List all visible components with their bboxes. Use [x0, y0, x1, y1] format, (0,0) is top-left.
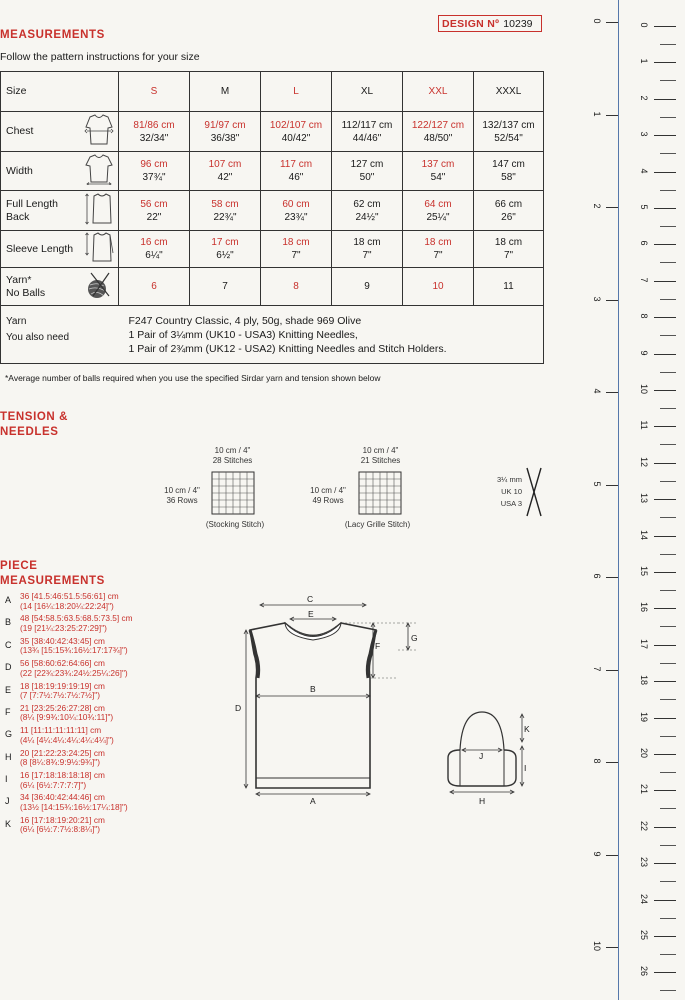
- list-item: H 20 [21:22:23:24:25] cm (8 [8¼:8¾:9:9½:9¾]"): [5, 747, 105, 768]
- table-cell: 16 cm 6¼": [119, 231, 190, 268]
- ruler-tick: [654, 426, 676, 427]
- diagram-label-j: J: [479, 751, 484, 761]
- ruler-tick: [606, 485, 618, 486]
- ruler-tick: [660, 444, 676, 445]
- diagram-label-h: H: [479, 796, 486, 806]
- ruler-tick: [654, 536, 676, 537]
- size-xxl: XXL: [403, 72, 474, 112]
- ruler-tick: [660, 663, 676, 664]
- diagram-label-g: G: [411, 633, 418, 643]
- balls-xxl: 10: [403, 268, 474, 306]
- ruler-tick: [654, 62, 676, 63]
- ruler-cm-number: 14: [639, 529, 649, 540]
- ruler-tick: [654, 718, 676, 719]
- ruler-inch-number: 3: [592, 295, 602, 301]
- balls-l: 8: [261, 268, 332, 306]
- need-1: 1 Pair of 3¼mm (UK10 - USA3) Knitting Needles,: [128, 329, 358, 341]
- knitting-needles-icon: [524, 466, 544, 518]
- ruler-tick: [606, 207, 618, 208]
- list-item: I 16 [17:18:18:18:18] cm (6¼ [6½:7:7:7:7]"): [5, 770, 105, 790]
- ruler-cm-number: 2: [639, 95, 649, 101]
- list-item: K 16 [17:18:19:20:21] cm (6¼ [6½:7:7½:8:8¼]"): [5, 814, 105, 835]
- ruler-tick: [660, 517, 676, 518]
- also-need-label: You also need: [6, 332, 70, 343]
- ruler-cm-number: 22: [639, 820, 649, 831]
- balls-s: 6: [119, 268, 190, 306]
- table-cell: 132/137 cm 52/54": [474, 112, 544, 152]
- ruler-tick: [654, 281, 676, 282]
- ruler-inch-number: 5: [592, 480, 602, 486]
- ruler-tick: [654, 390, 676, 391]
- balls-xxxl: 11: [474, 268, 544, 306]
- ruler-inch-number: 2: [592, 203, 602, 209]
- tension-heading: [0, 410, 68, 440]
- yarn-row: [1, 306, 544, 364]
- diagram-label-k: K: [524, 724, 530, 734]
- ruler-tick: [660, 372, 676, 373]
- ruler-cm-number: 5: [639, 204, 649, 210]
- balls-xl: 9: [332, 268, 403, 306]
- ruler-tick: [606, 947, 618, 948]
- ruler-tick: [654, 972, 676, 973]
- piece-heading: [0, 559, 105, 589]
- diagram-label-c: C: [307, 594, 314, 604]
- ruler-cm-number: 11: [639, 420, 649, 431]
- ruler-tick: [660, 262, 676, 263]
- table-row: [1, 191, 544, 231]
- swatch1-side-label: 10 cm / 4" 36 Rows: [164, 486, 200, 505]
- table-row: [1, 152, 544, 191]
- ruler-tick: [606, 115, 618, 116]
- ruler-tick: [606, 392, 618, 393]
- table-row: [1, 112, 544, 152]
- ruler-tick: [606, 670, 618, 671]
- ruler-tick: [660, 117, 676, 118]
- ruler-inch-number: 7: [592, 665, 602, 671]
- ruler-cm-number: 20: [639, 747, 649, 758]
- ruler-tick: [654, 754, 676, 755]
- ruler-tick: [654, 608, 676, 609]
- table-cell: 64 cm 25¼": [403, 191, 474, 231]
- ruler-cm-number: 16: [639, 602, 649, 613]
- ruler-cm-number: 1: [639, 58, 649, 64]
- list-item: C 35 [38:40:42:43:45] cm (13¾ [15:15¾:16½:17:17¾]"): [5, 635, 128, 656]
- ruler-tick: [654, 681, 676, 682]
- ruler-cm-number: 15: [639, 565, 649, 576]
- balls-m: 7: [190, 268, 261, 306]
- ruler-cm-number: 26: [639, 966, 649, 977]
- table-cell: 60 cm 23¾": [261, 191, 332, 231]
- ruler-cm-number: 10: [639, 383, 649, 394]
- ruler-cm-number: 24: [639, 893, 649, 904]
- ruler-tick: [654, 863, 676, 864]
- ruler-strip: [588, 0, 685, 1000]
- design-number: 10239: [503, 18, 533, 30]
- ruler-cm-number: 0: [639, 22, 649, 28]
- ruler-tick: [660, 481, 676, 482]
- ruler-tick: [654, 900, 676, 901]
- measurements-heading: MEASUREMENTS: [0, 29, 105, 41]
- table-cell: 18 cm 7": [261, 231, 332, 268]
- swatch1-caption: (Stocking Stitch): [205, 520, 265, 529]
- table-cell: 122/127 cm 48/50": [403, 112, 474, 152]
- piece-heading-1: PIECE: [0, 560, 38, 572]
- diagram-label-b: B: [310, 684, 316, 694]
- size-s: S: [119, 72, 190, 112]
- footnote: *Average number of balls required when you use the specified Sirdar yarn and tension shown below: [5, 373, 381, 383]
- swatch2-top-label: 10 cm / 4" 21 Stitches: [360, 446, 401, 465]
- ruler-tick: [654, 172, 676, 173]
- yarn-text: F247 Country Classic, 4 ply, 50g, shade 969 Olive: [128, 315, 362, 327]
- table-cell: 96 cm 37¾": [119, 152, 190, 191]
- table-cell: 107 cm 42": [190, 152, 261, 191]
- diagram-label-i: I: [524, 763, 527, 773]
- ruler-tick: [660, 153, 676, 154]
- ruler-tick: [660, 918, 676, 919]
- size-table: [0, 71, 544, 364]
- table-cell: 18 cm 7": [332, 231, 403, 268]
- swatch2-caption: (Lacy Grille Stitch): [344, 520, 411, 529]
- ruler-tick: [654, 244, 676, 245]
- ruler-tick: [606, 300, 618, 301]
- ruler-cm-number: 18: [639, 675, 649, 686]
- row-label-width: Width: [1, 152, 81, 191]
- ruler-tick: [654, 827, 676, 828]
- ruler-tick: [654, 354, 676, 355]
- ruler-cm-number: 13: [639, 493, 649, 504]
- design-label: DESIGN Nº: [442, 18, 500, 30]
- ruler-tick: [660, 699, 676, 700]
- list-item: J 34 [36:40:42:44:46] cm (13½ [14:15¾:16½:17¼:18]"): [5, 792, 128, 812]
- ruler-tick: [654, 645, 676, 646]
- ruler-tick: [660, 80, 676, 81]
- list-item: E 18 [18:19:19:19:19] cm (7 [7:7½:7½:7½:7½]"): [5, 680, 105, 701]
- size-l: L: [261, 72, 332, 112]
- table-cell: 147 cm 58": [474, 152, 544, 191]
- yarn-details-cell: [119, 306, 544, 364]
- ruler-tick: [660, 845, 676, 846]
- design-number-box: [438, 15, 542, 32]
- chest-icon: [81, 112, 119, 152]
- ruler-cm-number: 4: [639, 168, 649, 174]
- yarn-label: Yarn: [6, 316, 27, 327]
- ruler-tick: [654, 463, 676, 464]
- tension-heading-1: TENSION &: [0, 411, 69, 423]
- size-header-row: [1, 72, 544, 112]
- ruler-inch-number: 8: [592, 758, 602, 764]
- ruler-tick: [660, 590, 676, 591]
- table-cell: 56 cm 22": [119, 191, 190, 231]
- table-row: [1, 231, 544, 268]
- measurements-subheading: Follow the pattern instructions for your size: [0, 51, 200, 63]
- ruler: [588, 0, 685, 1000]
- row-label-full-length: [1, 191, 81, 231]
- size-xl: XL: [332, 72, 403, 112]
- piece-heading-2: MEASUREMENTS: [0, 575, 105, 587]
- yarn-label-2: No Balls: [6, 286, 46, 299]
- ruler-tick: [654, 99, 676, 100]
- table-cell: 102/107 cm 40/42": [261, 112, 332, 152]
- piece-measurements-list: [5, 592, 205, 838]
- ruler-tick: [660, 44, 676, 45]
- size-label: Size: [1, 72, 81, 112]
- table-cell: 17 cm 6½": [190, 231, 261, 268]
- ruler-tick: [654, 317, 676, 318]
- table-cell: 18 cm 7": [474, 231, 544, 268]
- tension-heading-2: NEEDLES: [0, 426, 59, 438]
- ruler-tick: [606, 762, 618, 763]
- table-row: [1, 268, 544, 306]
- swatch1-top-label: 10 cm / 4" 28 Stitches: [212, 446, 253, 465]
- ruler-cm-number: 12: [639, 456, 649, 467]
- ruler-inch-number: 4: [592, 388, 602, 394]
- row-label-full-length-text: Full Length Back: [6, 197, 58, 223]
- ruler-cm-number: 9: [639, 350, 649, 356]
- list-item: D 56 [58:60:62:64:66] cm (22 [22¾:23¾:24½:25¼:26]"): [5, 658, 128, 678]
- table-cell: 117 cm 46": [261, 152, 332, 191]
- table-cell: 58 cm 22¾": [190, 191, 261, 231]
- ruler-tick: [606, 577, 618, 578]
- sleeve-icon: [81, 231, 119, 268]
- row-label-chest: Chest: [1, 112, 81, 152]
- ruler-tick: [660, 408, 676, 409]
- ruler-cm-number: 7: [639, 277, 649, 283]
- ruler-tick: [660, 881, 676, 882]
- yarn-ball-icon: [81, 268, 119, 306]
- ruler-inch-number: 1: [592, 110, 602, 116]
- ruler-tick: [654, 499, 676, 500]
- diagram-label-a: A: [310, 796, 316, 806]
- ruler-inch-number: 6: [592, 573, 602, 579]
- length-icon: [81, 191, 119, 231]
- ruler-tick: [660, 954, 676, 955]
- ruler-tick: [660, 299, 676, 300]
- table-cell: 66 cm 26": [474, 191, 544, 231]
- ruler-inch-number: 10: [592, 940, 602, 951]
- row-label-yarn-balls: [1, 268, 81, 306]
- back-piece-diagram: [228, 588, 428, 813]
- ruler-cm-number: 8: [639, 313, 649, 319]
- need-2: 1 Pair of 2¾mm (UK12 - USA2) Knitting Needles and Stitch Holders.: [128, 343, 447, 355]
- yarn-labels-cell: [1, 306, 119, 364]
- table-cell: 137 cm 54": [403, 152, 474, 191]
- ruler-cm-number: 19: [639, 711, 649, 722]
- ruler-cm-number: 3: [639, 131, 649, 137]
- list-item: A 36 [41.5:46:51.5:56:61] cm (14 [16¼:18:20¼:22:24]"): [5, 591, 119, 611]
- ruler-tick: [660, 554, 676, 555]
- ruler-tick: [654, 572, 676, 573]
- diagram-label-e: E: [308, 609, 314, 619]
- ruler-tick: [660, 736, 676, 737]
- ruler-tick: [606, 22, 618, 23]
- ruler-tick: [660, 772, 676, 773]
- ruler-cm-number: 17: [639, 638, 649, 649]
- size-xxxl: XXXL: [474, 72, 544, 112]
- table-cell: 127 cm 50": [332, 152, 403, 191]
- ruler-tick: [654, 26, 676, 27]
- ruler-tick: [654, 208, 676, 209]
- table-cell: 81/86 cm 32/34": [119, 112, 190, 152]
- ruler-inch-number: 9: [592, 850, 602, 856]
- list-item: B 48 [54:58.5:63.5:68.5:73.5] cm (19 [21¼:23:25:27:29]"): [5, 613, 133, 633]
- ruler-cm-number: 23: [639, 857, 649, 868]
- ruler-tick: [660, 190, 676, 191]
- size-m: M: [190, 72, 261, 112]
- table-cell: 112/117 cm 44/46": [332, 112, 403, 152]
- needle-sizes: 3¼ mm UK 10 USA 3: [496, 475, 522, 508]
- ruler-tick: [606, 855, 618, 856]
- ruler-cm-number: 6: [639, 240, 649, 246]
- ruler-tick: [660, 808, 676, 809]
- ruler-cm-number: 25: [639, 929, 649, 940]
- table-cell: 91/97 cm 36/38": [190, 112, 261, 152]
- swatch2-side-label: 10 cm / 4" 49 Rows: [310, 486, 346, 505]
- width-icon: [81, 152, 119, 191]
- ruler-tick: [654, 790, 676, 791]
- ruler-tick: [654, 135, 676, 136]
- ruler-tick: [660, 335, 676, 336]
- row-label-sleeve: Sleeve Length: [1, 231, 81, 268]
- ruler-inch-number: 0: [592, 18, 602, 24]
- ruler-tick: [660, 226, 676, 227]
- list-item: G 11 [11:11:11:11:11] cm (4¼ [4¼:4¼:4¼:4¼:4¼]"): [5, 725, 114, 745]
- table-cell: 62 cm 24½": [332, 191, 403, 231]
- diagram-label-d: D: [235, 703, 242, 713]
- diagram-label-f: F: [375, 641, 381, 651]
- list-item: F 21 [23:25:26:27:28] cm (8¼ [9:9¾:10¼:10¾:11]"): [5, 702, 114, 723]
- yarn-label-1: Yarn*: [6, 273, 32, 286]
- swatch1-grid-icon: [211, 471, 255, 515]
- swatch2-grid-icon: [358, 471, 402, 515]
- table-cell: 18 cm 7": [403, 231, 474, 268]
- ruler-tick: [660, 626, 676, 627]
- ruler-tick: [660, 990, 676, 991]
- ruler-cm-number: 21: [639, 784, 649, 795]
- ruler-tick: [654, 936, 676, 937]
